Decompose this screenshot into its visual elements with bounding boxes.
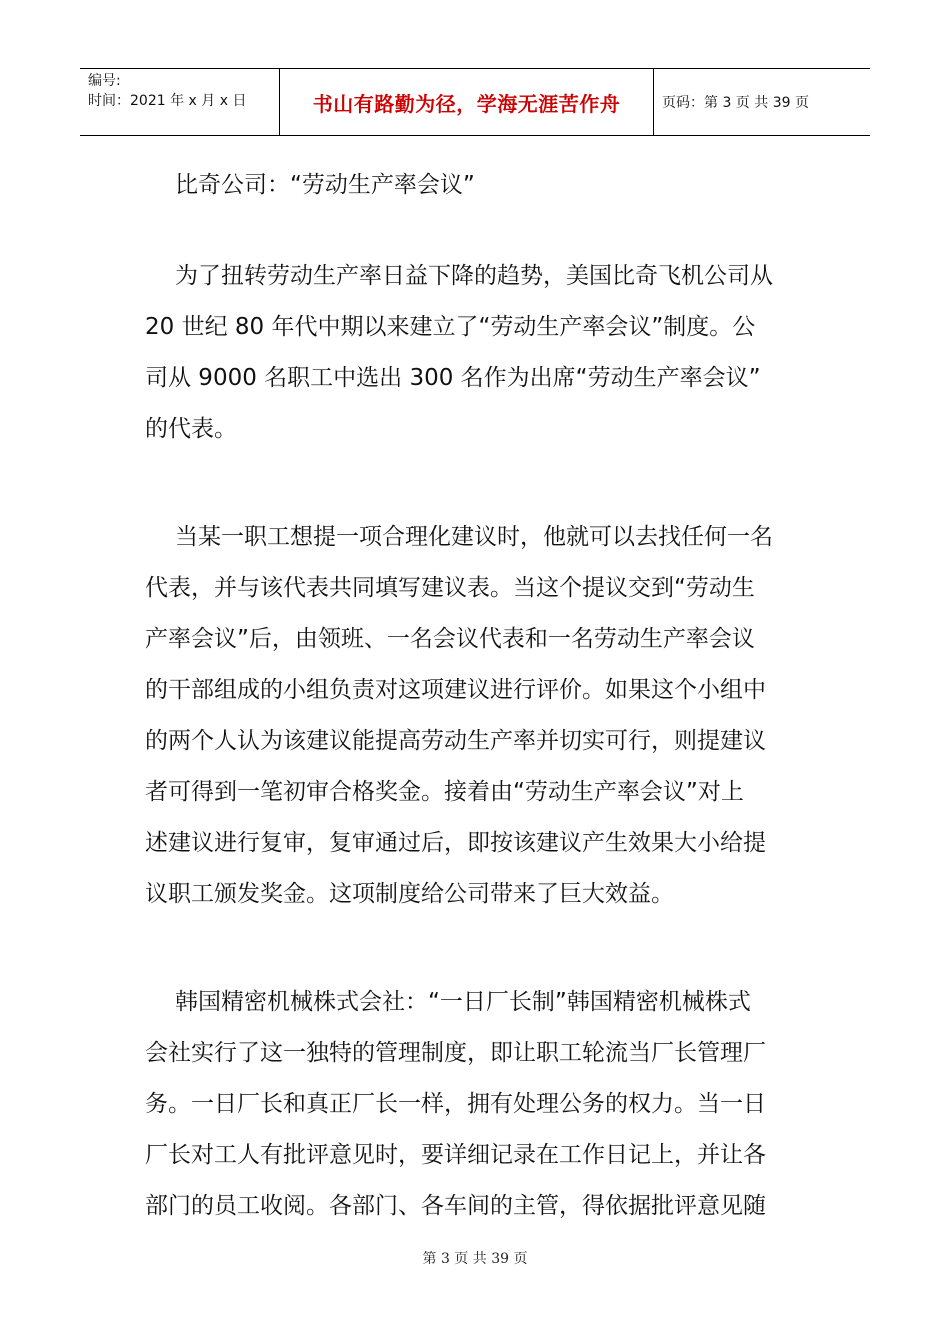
text-line: 会社实行了这一独特的管理制度，即让职工轮流当厂长管理厂	[145, 1040, 766, 1066]
text-line: 务。一日厂长和真正厂长一样，拥有处理公务的权力。当一日	[145, 1091, 766, 1117]
text-line: 的代表。	[145, 416, 237, 442]
header-motto-cell	[280, 69, 654, 135]
text-line: 的两个人认为该建议能提高劳动生产率并切实可行，则提建议	[145, 728, 766, 754]
header-meta	[80, 69, 280, 135]
paragraph-1	[145, 251, 810, 455]
page-header	[80, 68, 870, 136]
text-line: 产率会议”后，由领班、一名会议代表和一名劳动生产率会议	[145, 626, 755, 652]
text-line: 司从 9000 名职工中选出 300 名作为出席“劳动生产率会议”	[145, 365, 761, 391]
text-line: 20 世纪 80 年代中期以来建立了“劳动生产率会议”制度。公	[145, 314, 756, 340]
text-line: 当某一职工想提一项合理化建议时，他就可以去找任何一名	[175, 524, 773, 550]
document-body	[145, 160, 810, 1232]
section-title: 比奇公司：“劳动生产率会议”	[175, 172, 475, 198]
text-line: 为了扭转劳动生产率日益下降的趋势，美国比奇飞机公司从	[175, 263, 773, 289]
header-motto: 书山有路勤为径，学海无涯苦作舟	[312, 91, 621, 116]
text-line: 厂长对工人有批评意见时，要详细记录在工作日记上，并让各	[145, 1142, 766, 1168]
text-line: 韩国精密机械株式会社：“一日厂长制”韩国精密机械株式	[175, 989, 751, 1015]
document-number-label: 编号:	[88, 73, 121, 89]
text-line: 代表，并与该代表共同填写建议表。当这个提议交到“劳动生	[145, 575, 755, 601]
paragraph-2	[145, 512, 810, 920]
paragraph-3	[145, 977, 810, 1232]
page-footer: 第 3 页 共 39 页	[422, 1251, 528, 1267]
document-time: 时间：2021 年 x 月 x 日	[88, 93, 247, 109]
text-line: 议职工颁发奖金。这项制度给公司带来了巨大效益。	[145, 881, 674, 907]
text-line: 述建议进行复审，复审通过后，即按该建议产生效果大小给提	[145, 830, 766, 856]
text-line: 的干部组成的小组负责对这项建议进行评价。如果这个小组中	[145, 677, 766, 703]
text-line: 者可得到一笔初审合格奖金。接着由“劳动生产率会议”对上	[145, 779, 744, 805]
text-line: 部门的员工收阅。各部门、各车间的主管，得依据批评意见随	[145, 1193, 766, 1219]
header-page-info: 页码：第 3 页 共 39 页	[662, 95, 809, 111]
